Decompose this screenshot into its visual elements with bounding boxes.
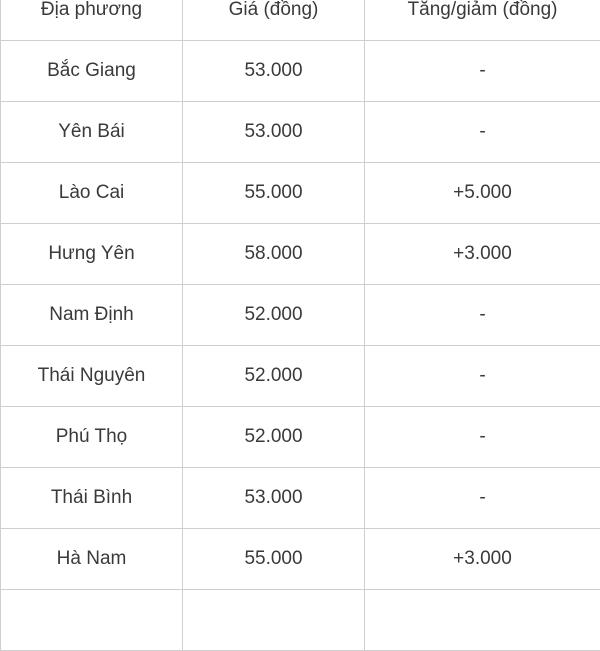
cell-change: +3.000	[365, 224, 600, 285]
cell-change: -	[365, 346, 600, 407]
table-row	[1, 346, 600, 407]
table-row	[1, 102, 600, 163]
table-row	[1, 285, 600, 346]
table-row	[1, 224, 600, 285]
cell-region: Hưng Yên	[1, 224, 183, 285]
header-price: Giá (đồng)	[183, 0, 365, 41]
cell-price: 52.000	[183, 346, 365, 407]
cell-region: Phú Thọ	[1, 407, 183, 468]
cell-price: 55.000	[183, 529, 365, 590]
cell-change: +5.000	[365, 163, 600, 224]
table-row	[1, 468, 600, 529]
cell-change: +3.000	[365, 529, 600, 590]
cell-region: Hà Nam	[1, 529, 183, 590]
cell-price: 52.000	[183, 407, 365, 468]
cell-change: -	[365, 102, 600, 163]
table-row	[1, 163, 600, 224]
cell-price: 55.000	[183, 163, 365, 224]
table-row	[1, 407, 600, 468]
cell-price: 53.000	[183, 41, 365, 102]
cell-price: 53.000	[183, 468, 365, 529]
cell-price: 52.000	[183, 285, 365, 346]
cell-change: -	[365, 41, 600, 102]
cell-change: -	[365, 407, 600, 468]
cell-price: 53.000	[183, 102, 365, 163]
cell-region: Lào Cai	[1, 163, 183, 224]
cell-region: Yên Bái	[1, 102, 183, 163]
cell-price: 58.000	[183, 224, 365, 285]
cell-region	[1, 590, 183, 651]
cell-price	[183, 590, 365, 651]
cell-change: -	[365, 285, 600, 346]
table-row	[1, 41, 600, 102]
table-header-row	[1, 0, 600, 41]
table-row	[1, 590, 600, 651]
cell-region: Nam Định	[1, 285, 183, 346]
cell-region: Bắc Giang	[1, 41, 183, 102]
header-change: Tăng/giảm (đồng)	[365, 0, 600, 41]
cell-change	[365, 590, 600, 651]
table-row	[1, 529, 600, 590]
cell-region: Thái Bình	[1, 468, 183, 529]
cell-region: Thái Nguyên	[1, 346, 183, 407]
cell-change: -	[365, 468, 600, 529]
header-region: Địa phương	[1, 0, 183, 41]
